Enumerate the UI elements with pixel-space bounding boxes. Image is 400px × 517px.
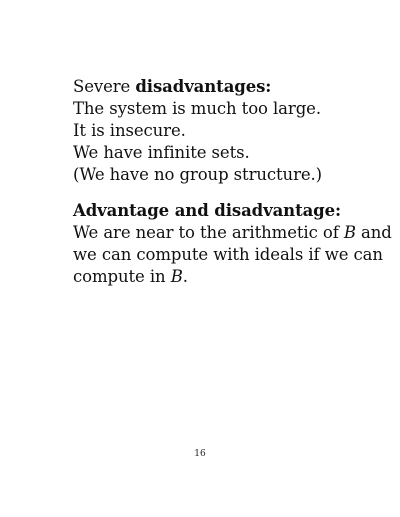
line-text-end: . <box>182 267 188 286</box>
heading-prefix: Severe <box>73 77 131 96</box>
text-line <box>73 222 393 244</box>
page-number: 16 <box>194 449 206 459</box>
line-text: compute in <box>73 267 166 286</box>
calligraphic-b-symbol: B <box>343 223 356 242</box>
advantage-section <box>73 200 393 288</box>
text-line: We have infinite sets. <box>73 143 250 162</box>
line-text-end: and <box>361 223 392 242</box>
text-line: we can compute with ideals if we can <box>73 245 383 264</box>
section-heading-line <box>73 76 393 98</box>
text-line: It is insecure. <box>73 121 186 140</box>
text-line: The system is much too large. <box>73 99 321 118</box>
calligraphic-b-symbol: B <box>170 267 183 286</box>
section-heading-line <box>73 200 393 222</box>
disadvantages-section <box>73 76 393 186</box>
heading-bold-text: Advantage and disadvantage: <box>73 201 342 220</box>
heading-bold-text: disadvantages: <box>135 77 272 96</box>
line-text: We are near to the arithmetic of <box>73 223 339 242</box>
text-line: (We have no group structure.) <box>73 165 323 184</box>
text-line <box>73 266 393 288</box>
